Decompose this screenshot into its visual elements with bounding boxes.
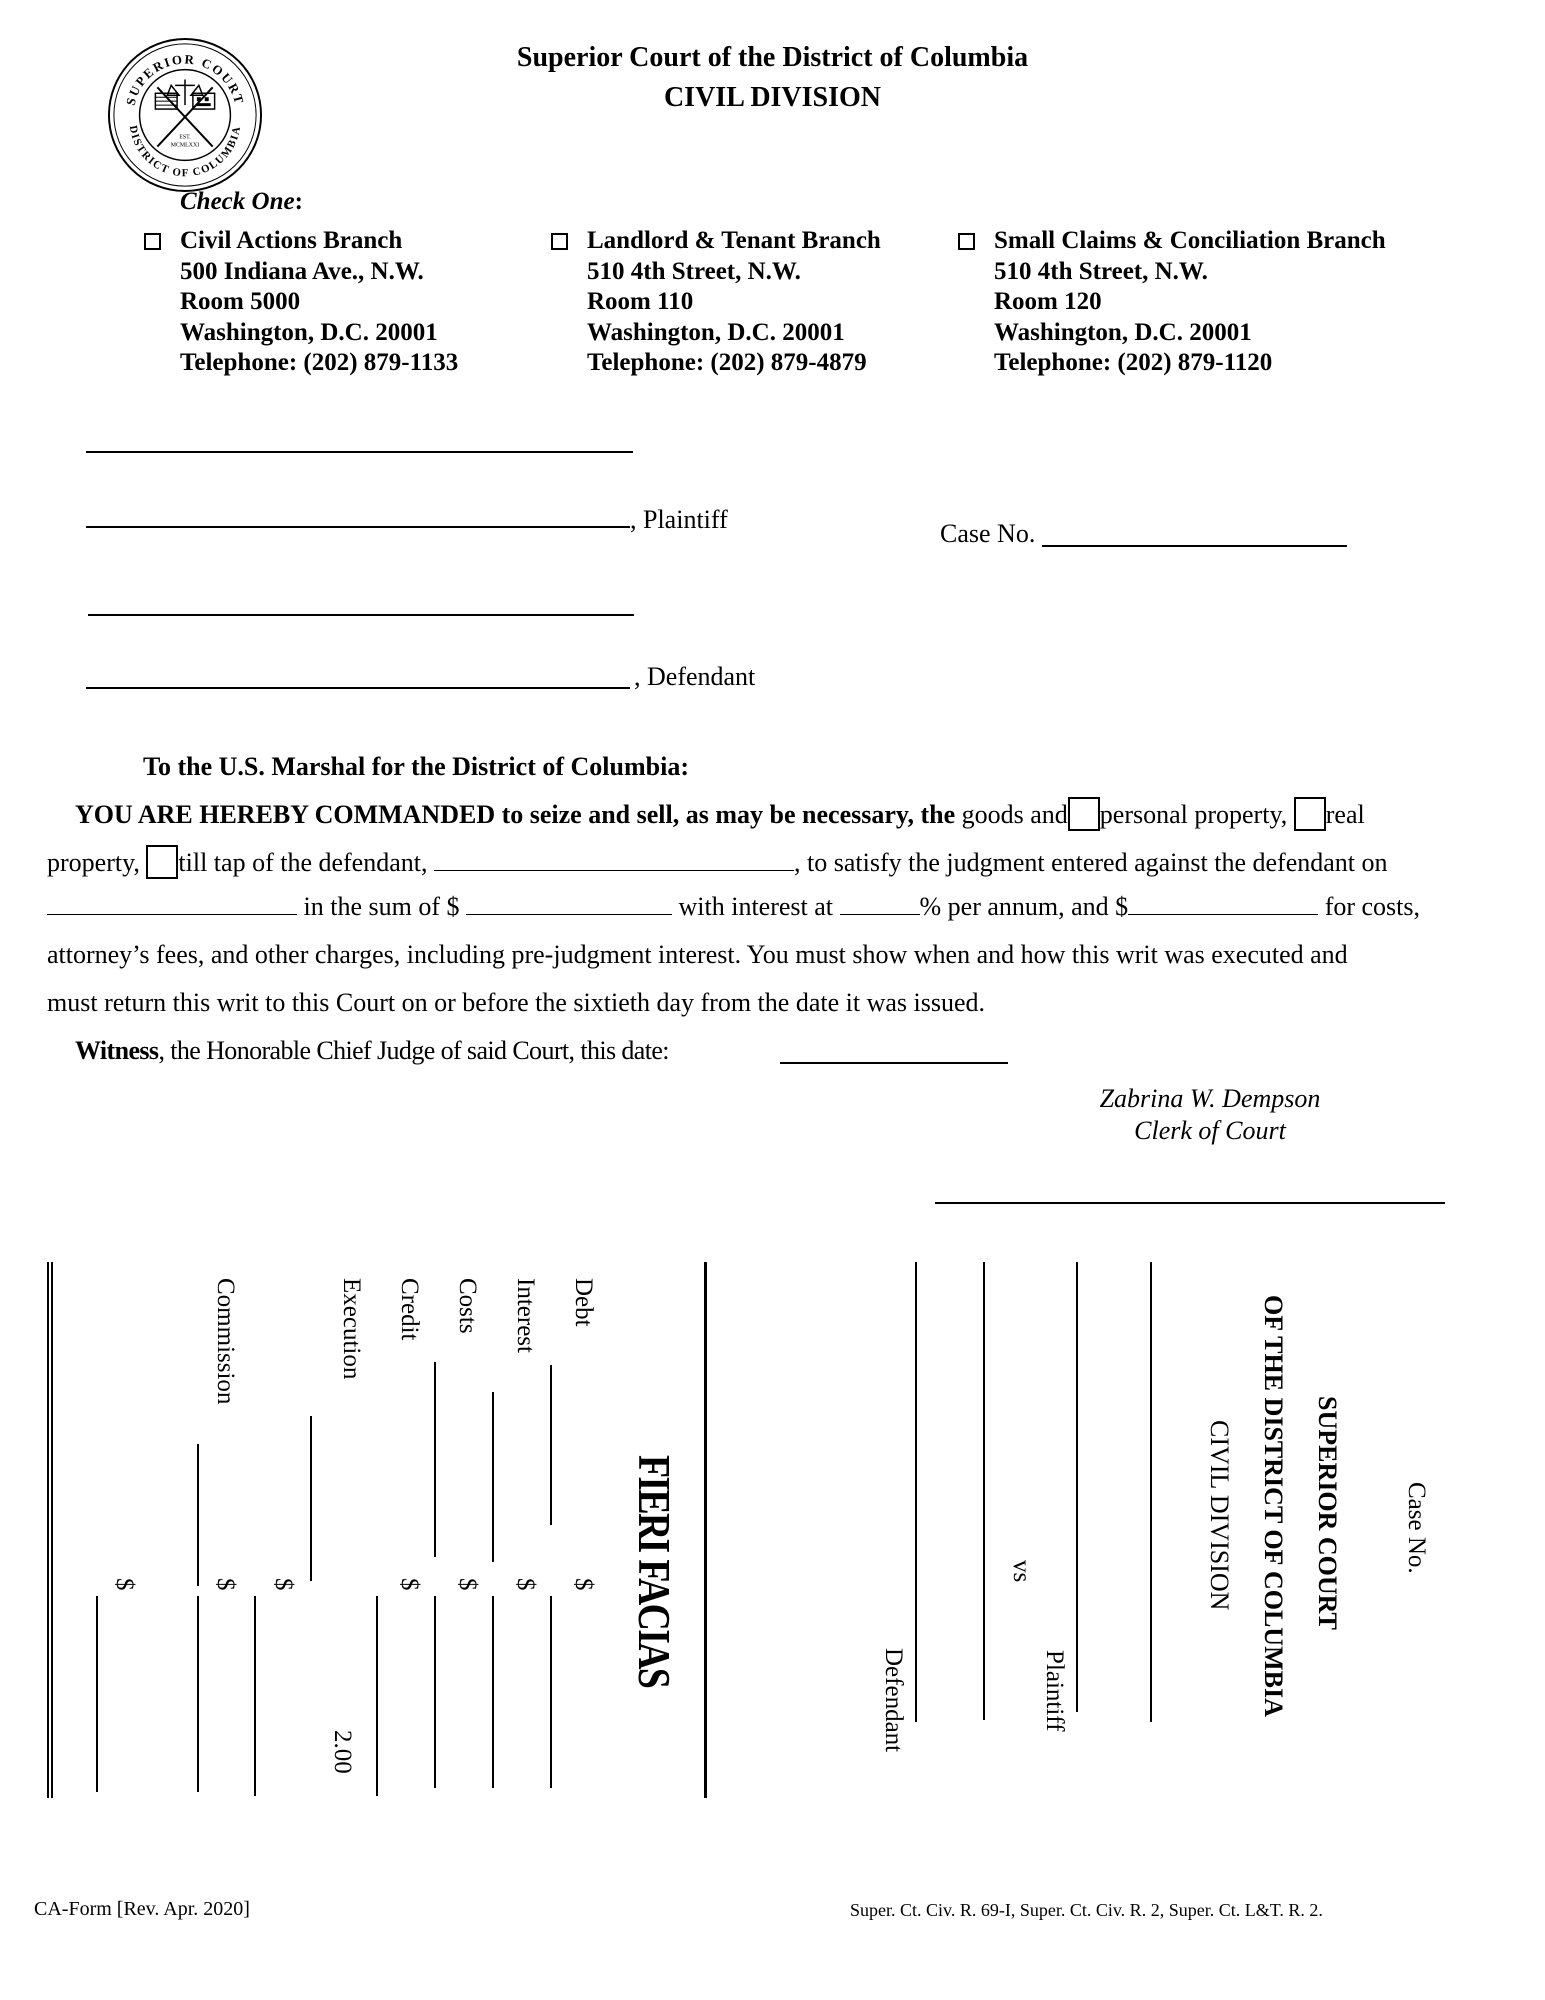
- defendant-label: , Defendant: [634, 662, 756, 691]
- branch-room: Room 110: [587, 288, 694, 315]
- branch-city: Washington, D.C. 20001: [587, 318, 845, 346]
- interest-line-top[interactable]: [492, 1392, 494, 1562]
- writ-line-5: must return this writ to this Court on or before the sixtieth day from the date it was issued.: [47, 988, 986, 1017]
- frame-left-outer: [47, 1262, 49, 1798]
- to-marshal: To the U.S. Marshal for the District of Columbia:: [143, 752, 689, 781]
- real-text: real: [1325, 800, 1365, 829]
- credit-amount-line[interactable]: [376, 1596, 378, 1796]
- back-defendant-label: Defendant: [880, 1648, 907, 1753]
- interest-amount-line[interactable]: [492, 1596, 494, 1788]
- with-interest-text: with interest at: [672, 892, 840, 921]
- goods-text: goods and: [955, 800, 1068, 829]
- branch-address: 500 Indiana Ave., N.W.: [180, 257, 424, 285]
- clerk-title: Clerk of Court: [1134, 1116, 1286, 1145]
- credit-currency: $: [396, 1578, 423, 1591]
- case-no-line[interactable]: [1042, 545, 1347, 547]
- writ-line-2: [47, 845, 1388, 879]
- plaintiff-label: , Plaintiff: [630, 505, 728, 534]
- property-text: property,: [47, 848, 147, 877]
- witness-text: , the Honorable Chief Judge of said Court, this date:: [158, 1036, 669, 1065]
- seal-year: MCMLXXI: [170, 142, 200, 149]
- branch-room: Room 120: [994, 288, 1102, 315]
- back-court-3: CIVIL DIVISION: [1205, 1420, 1234, 1611]
- check-one-colon: :: [294, 188, 303, 215]
- till-tap-text: till tap of the defendant,: [178, 848, 434, 877]
- branch-city: Washington, D.C. 20001: [994, 318, 1252, 346]
- back-vs-label: vs: [1008, 1560, 1035, 1583]
- check-one-label: [180, 188, 303, 216]
- back-plaintiff-label: Plaintiff: [1041, 1650, 1068, 1732]
- seal-top-text: SUPERIOR COURT: [123, 52, 247, 107]
- in-sum-text: in the sum of $: [297, 892, 466, 921]
- fieri-facias-title: FIERI FACIAS: [629, 1455, 680, 1688]
- branch-address: 510 4th Street, N.W.: [587, 257, 801, 285]
- costs-amount-line[interactable]: [434, 1596, 436, 1788]
- branch-room: Room 5000: [180, 288, 301, 315]
- branch-landlord-tenant: [587, 226, 881, 379]
- personal-property-checkbox[interactable]: [1068, 797, 1100, 831]
- sum-amount-field[interactable]: [466, 892, 672, 915]
- costs-currency: $: [454, 1578, 481, 1591]
- per-annum-text: % per annum, and $: [919, 892, 1129, 921]
- branch-name: Landlord & Tenant Branch: [587, 227, 881, 254]
- debt-amount-line[interactable]: [550, 1596, 552, 1788]
- frame-center-divider: [704, 1262, 707, 1798]
- total-amount-line[interactable]: [96, 1596, 98, 1792]
- for-costs-text: for costs,: [1318, 892, 1421, 921]
- account-label-credit: Credit: [396, 1278, 423, 1341]
- interest-currency: $: [512, 1578, 539, 1591]
- commission-amount-line[interactable]: [197, 1596, 199, 1792]
- defendant-line-2[interactable]: [86, 687, 630, 689]
- clerk-name: Zabrina W. Dempson: [1099, 1084, 1321, 1113]
- execution-amount: 2.00: [329, 1730, 356, 1774]
- writ-line-1: [75, 797, 1365, 831]
- personal-property-text: personal property,: [1099, 800, 1294, 829]
- back-court-2: OF THE DISTRICT OF COLUMBIA: [1259, 1295, 1288, 1717]
- debt-currency: $: [570, 1578, 597, 1591]
- commission-line-top[interactable]: [197, 1444, 199, 1586]
- commission-currency: $: [212, 1578, 239, 1591]
- costs-line-top[interactable]: [434, 1362, 436, 1557]
- branch-name: Small Claims & Conciliation Branch: [994, 227, 1386, 254]
- satisfy-text: , to satisfy the judgment entered against the defendant on: [794, 848, 1388, 877]
- branch-checkbox-small-claims[interactable]: [958, 233, 975, 250]
- check-one-text: Check One: [180, 188, 295, 215]
- plaintiff-line-1[interactable]: [86, 451, 633, 453]
- division-title: CIVIL DIVISION: [663, 82, 882, 113]
- witness-bold: Witness: [75, 1036, 159, 1065]
- judgment-date-field[interactable]: [47, 892, 297, 915]
- case-no-label: Case No.: [940, 519, 1036, 548]
- frame-left-inner: [51, 1262, 53, 1798]
- branch-checkbox-landlord-tenant[interactable]: [551, 233, 568, 250]
- execution-line-top[interactable]: [310, 1416, 312, 1581]
- clerk-signature-line[interactable]: [935, 1202, 1445, 1204]
- writ-line-3: [47, 892, 1420, 922]
- branch-checkbox-civil-actions[interactable]: [144, 233, 161, 250]
- account-label-execution: Execution: [338, 1278, 365, 1380]
- court-title: Superior Court of the District of Columbia: [516, 42, 1029, 73]
- execution-amount-line[interactable]: [254, 1596, 256, 1796]
- account-label-commission: Commission: [212, 1278, 239, 1405]
- account-label-debt: Debt: [570, 1278, 597, 1327]
- branch-phone: Telephone: (202) 879-1133: [180, 349, 459, 376]
- debt-line-top[interactable]: [550, 1365, 552, 1525]
- branch-civil-actions: [180, 226, 458, 379]
- branch-address: 510 4th Street, N.W.: [994, 257, 1208, 285]
- execution-currency: $: [270, 1578, 297, 1591]
- back-line-2[interactable]: [1076, 1262, 1078, 1712]
- command-text: YOU ARE HEREBY COMMANDED to seize and sell, as may be necessary, the: [75, 800, 956, 829]
- costs-amount-field[interactable]: [1128, 892, 1318, 915]
- witness-line: [75, 1036, 669, 1066]
- back-case-no: Case No.: [1403, 1482, 1430, 1574]
- defendant-line-1[interactable]: [88, 614, 634, 616]
- seal-est: EST.: [179, 134, 191, 141]
- plaintiff-line-2[interactable]: [86, 526, 630, 528]
- real-property-checkbox[interactable]: [1294, 797, 1326, 831]
- account-label-costs: Costs: [454, 1278, 481, 1334]
- total-currency: $: [111, 1578, 138, 1591]
- seal-bottom-text: DISTRICT OF COLUMBIA: [126, 124, 244, 180]
- branch-phone: Telephone: (202) 879-1120: [994, 349, 1273, 376]
- svg-text:DISTRICT OF COLUMBIA: [127, 125, 243, 180]
- branch-city: Washington, D.C. 20001: [180, 318, 438, 346]
- back-court-1: SUPERIOR COURT: [1313, 1396, 1342, 1630]
- witness-date-field[interactable]: [780, 1062, 1008, 1064]
- branch-name: Civil Actions Branch: [180, 227, 403, 254]
- interest-rate-field[interactable]: [840, 892, 920, 915]
- account-label-interest: Interest: [512, 1278, 539, 1353]
- defendant-name-field[interactable]: [434, 848, 794, 871]
- back-line-1[interactable]: [1150, 1262, 1152, 1722]
- branch-small-claims: [994, 226, 1386, 379]
- branch-phone: Telephone: (202) 879-4879: [587, 349, 867, 376]
- till-tap-checkbox[interactable]: [146, 845, 178, 879]
- back-line-4[interactable]: [915, 1262, 917, 1722]
- form-number: CA-Form [Rev. Apr. 2020]: [34, 1898, 250, 1920]
- back-line-3[interactable]: [983, 1262, 985, 1720]
- rule-citation: Super. Ct. Civ. R. 69-I, Super. Ct. Civ. R. 2, Super. Ct. L&T. R. 2.: [850, 1900, 1323, 1920]
- writ-line-4: attorney’s fees, and other charges, including pre-judgment interest. You must show when and how this writ was executed and: [47, 940, 1348, 969]
